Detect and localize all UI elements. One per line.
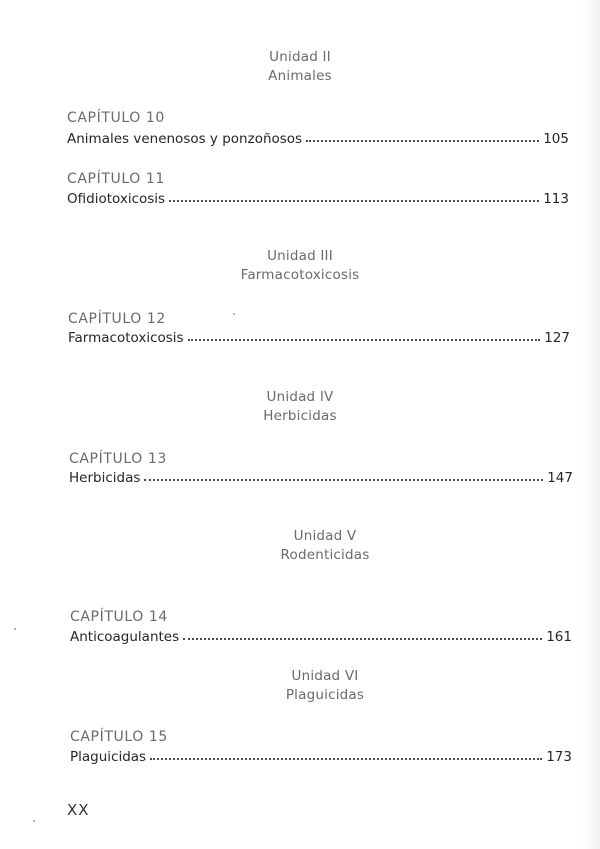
page-number: 173 — [546, 749, 572, 765]
toc-entry[interactable] — [70, 749, 572, 765]
toc-entry[interactable] — [68, 330, 570, 346]
chapter-title: Ofidiotoxicosis — [67, 191, 166, 207]
toc-entry[interactable] — [67, 191, 569, 207]
unit-heading — [0, 48, 600, 86]
chapter-label: CAPÍTULO 11 — [67, 171, 165, 187]
dot-leader — [306, 138, 539, 142]
unit-heading — [0, 247, 600, 285]
scan-speck — [14, 628, 16, 630]
dot-leader — [183, 636, 542, 640]
unit-heading — [0, 667, 600, 705]
dot-leader — [169, 198, 539, 202]
page-edge-shadow — [582, 0, 600, 849]
scan-speck — [33, 820, 35, 822]
dot-leader — [144, 477, 543, 481]
page-number: 105 — [543, 131, 569, 147]
unit-number: Unidad V — [293, 528, 357, 544]
dot-leader — [188, 337, 541, 341]
unit-heading — [0, 527, 600, 565]
page-number: 113 — [543, 191, 569, 207]
unit-name: Farmacotoxicosis — [240, 267, 360, 283]
page-number: 147 — [547, 470, 573, 486]
unit-number: Unidad III — [267, 248, 333, 264]
unit-number: Unidad II — [269, 49, 331, 65]
toc-entry[interactable] — [70, 629, 572, 645]
page-number: 161 — [546, 629, 572, 645]
chapter-title: Anticoagulantes — [70, 629, 180, 645]
chapter-title: Farmacotoxicosis — [68, 330, 184, 346]
chapter-title: Herbicidas — [69, 470, 141, 486]
folio-page-number: XX — [67, 801, 90, 819]
scan-speck — [233, 313, 235, 315]
unit-name: Rodenticidas — [280, 547, 370, 563]
unit-number: Unidad IV — [266, 389, 334, 405]
dot-leader — [150, 756, 542, 760]
page-number: 127 — [544, 330, 570, 346]
chapter-label: CAPÍTULO 13 — [69, 451, 167, 467]
chapter-title: Animales venenosos y ponzoñosos — [67, 131, 303, 147]
unit-number: Unidad VI — [291, 668, 359, 684]
chapter-label: CAPÍTULO 14 — [70, 609, 168, 625]
unit-heading — [0, 388, 600, 426]
chapter-label: CAPÍTULO 10 — [67, 110, 165, 126]
chapter-label: CAPÍTULO 12 — [68, 311, 166, 327]
unit-name: Herbicidas — [263, 408, 337, 424]
toc-entry[interactable] — [67, 131, 569, 147]
unit-name: Animales — [268, 68, 332, 84]
unit-name: Plaguicidas — [285, 687, 365, 703]
chapter-title: Plaguicidas — [70, 749, 147, 765]
chapter-label: CAPÍTULO 15 — [70, 729, 168, 745]
toc-entry[interactable] — [69, 470, 573, 486]
